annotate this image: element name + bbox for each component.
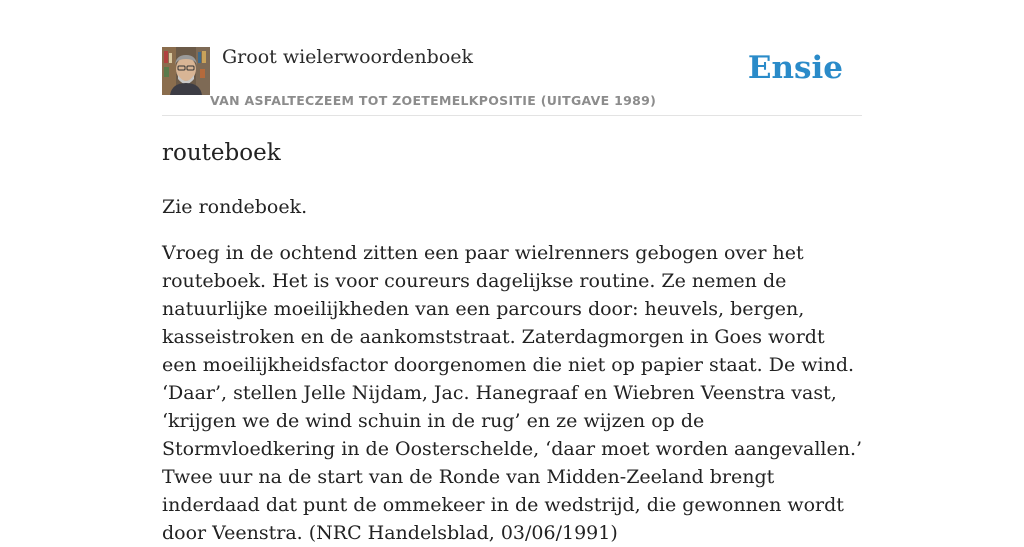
definition-prefix: Zie [162,196,199,218]
source-title[interactable]: Groot wielerwoordenboek [222,46,474,68]
entry-quote: Vroeg in de ochtend zitten een paar wielrenners gebogen over het routeboek. Het is voor coureurs dagelijkse routine. Ze nemen de natuurlijke moeilijkheden van een parcours door: heuvels, bergen, kasseistroken en de aankomststraat. Zaterdagmorgen in Goes wordt een moeilijkheidsfactor doorgenomen die niet op papier staat. De wind. ‘Daar’, stellen Jelle Nijdam, Jac. Hanegraaf en Wiebren Veenstra vast, ‘krijgen we de wind schuin in de rug’ en ze wijzen op de Stormvloedkering in de Oosterschelde, ‘daar moet worden aangevallen.’ Twee uur na de start van de Ronde van Midden-Zeeland brengt inderdaad dat punt de ommekeer in de wedstrijd, die gewonnen wordt door Veenstra. (NRC Handelsblad, 03/06/1991) [162,242,863,544]
definition-link-rondeboek[interactable]: rondeboek [198,196,302,218]
author-portrait-icon [162,47,210,95]
author-avatar[interactable] [162,47,210,95]
source-subtitle: VAN ASFALTECZEEM TOT ZOETEMELKPOSITIE (UITGAVE 1989) [210,93,657,108]
entry-term: routeboek [162,140,281,166]
definition-suffix: . [301,196,308,218]
entry-definition [162,193,862,221]
ensie-logo[interactable]: Ensie [747,50,843,86]
header-divider [162,115,862,116]
